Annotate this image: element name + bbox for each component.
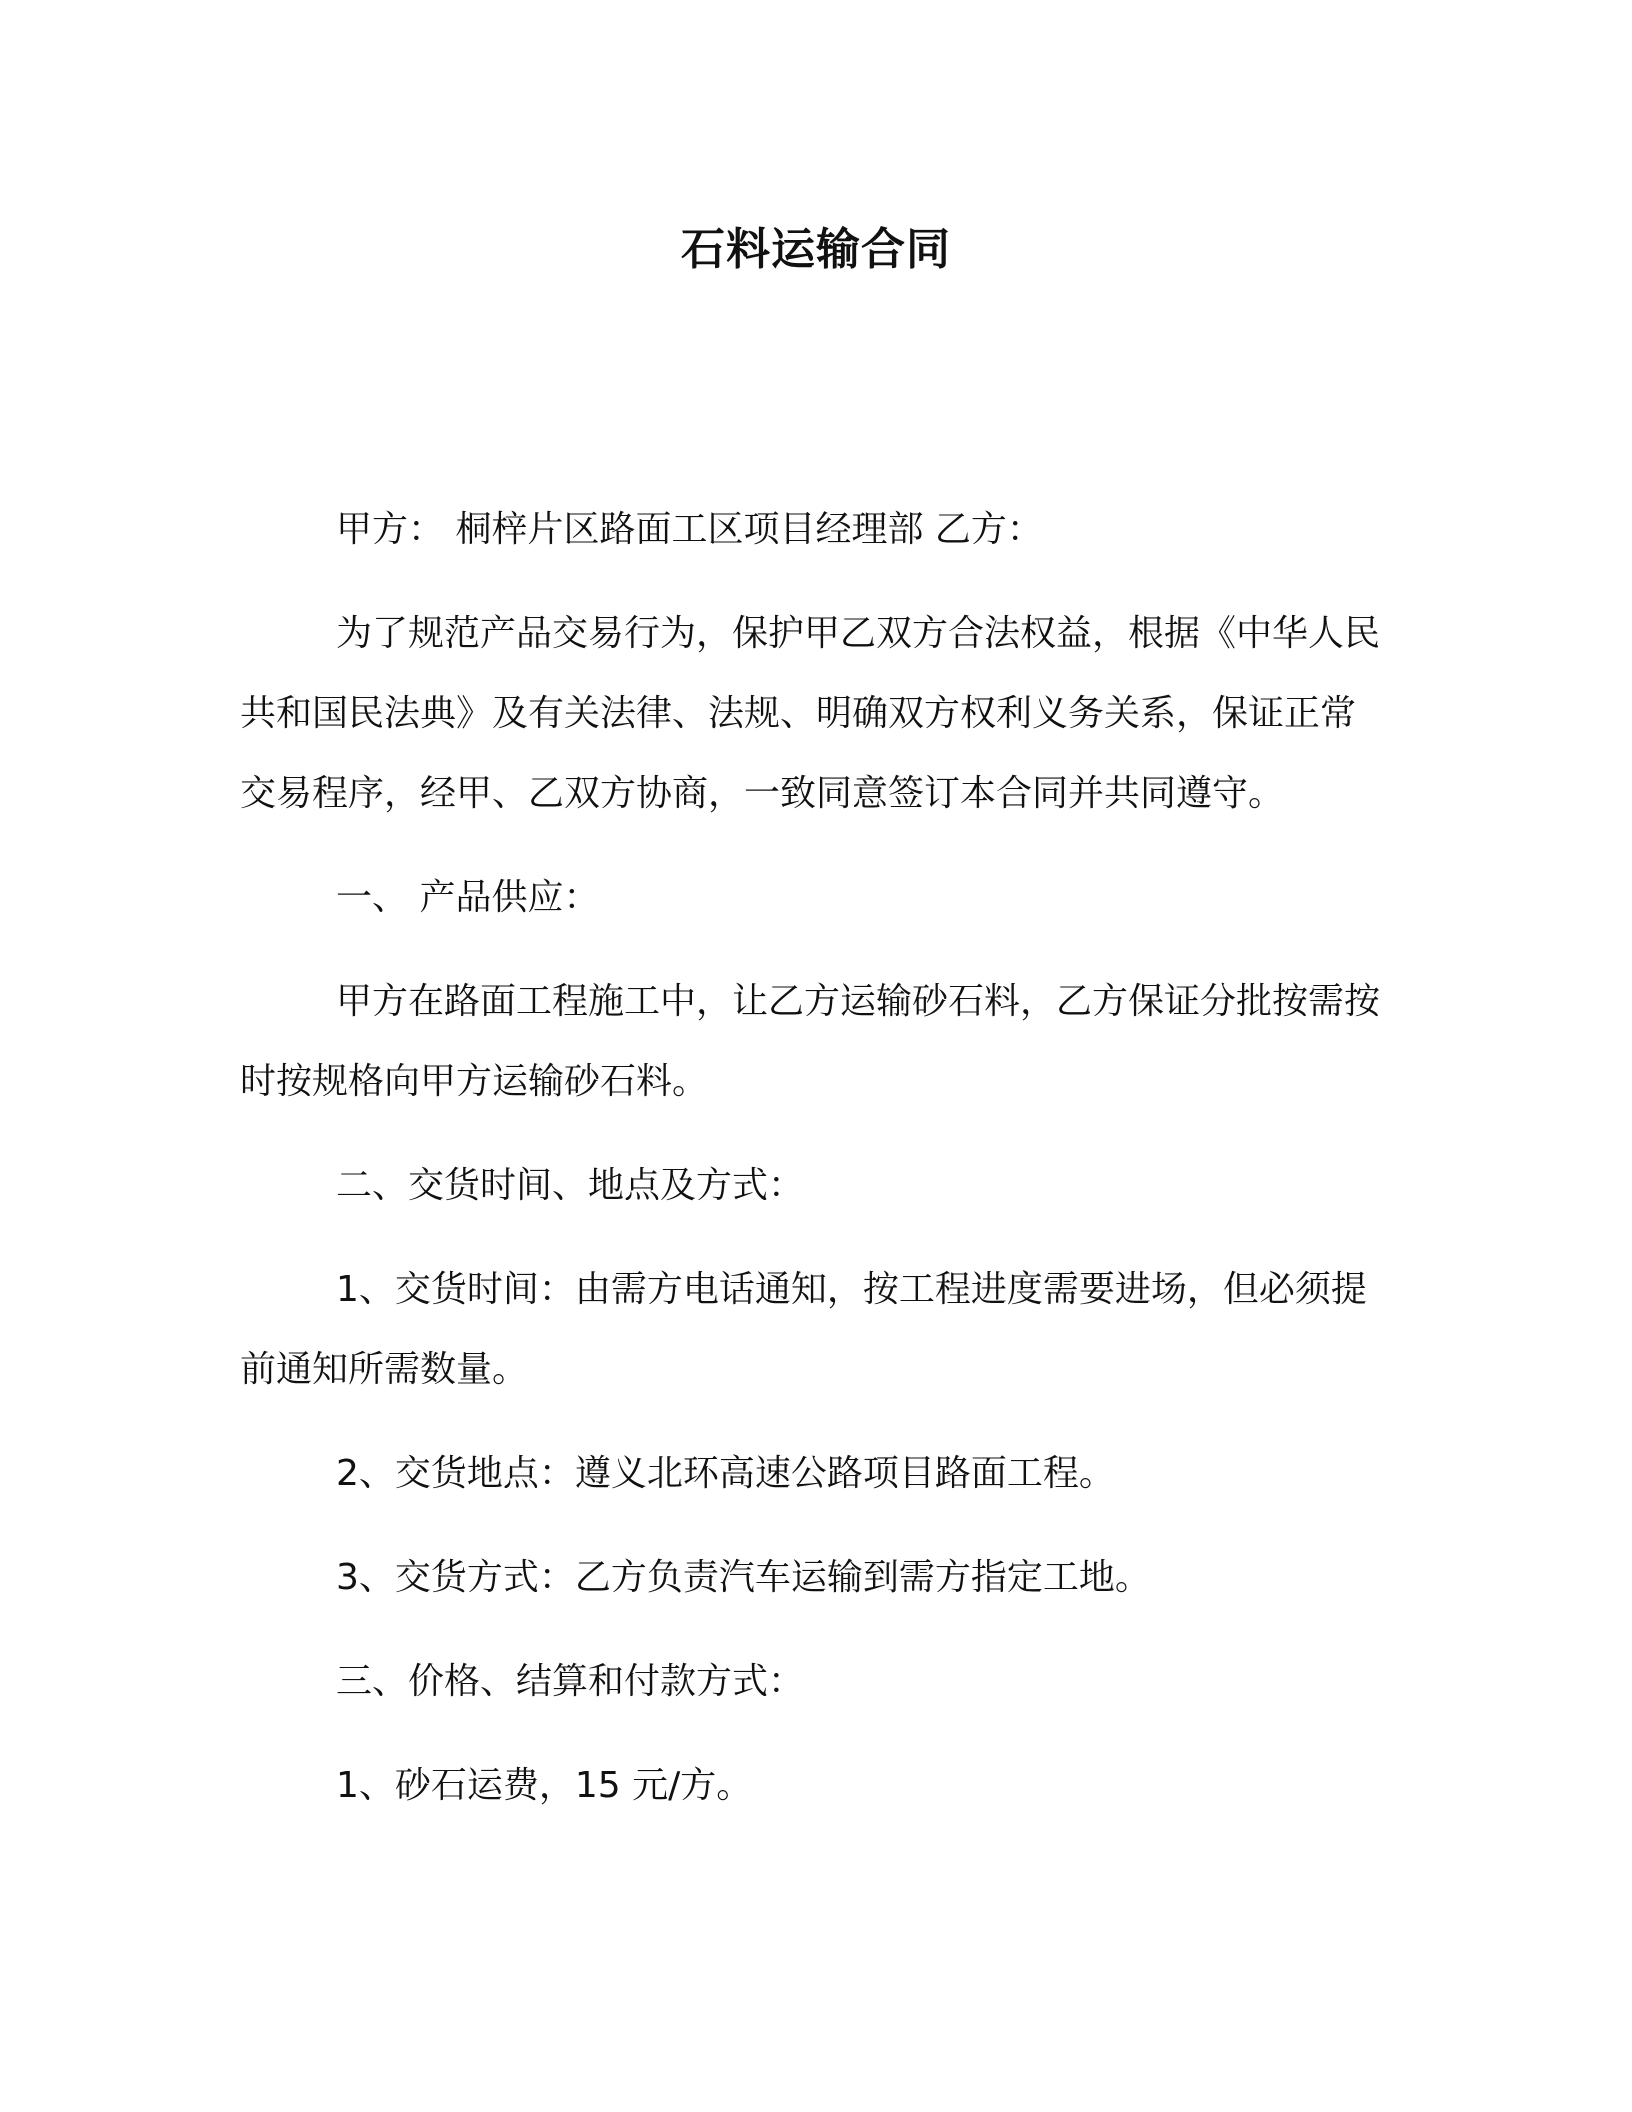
- section-heading-product-supply: 一、 产品供应：: [336, 877, 600, 918]
- delivery-time-paragraph: 1、交货时间：由需方电话通知，按工程进度需要进场，但必须提前通知所需数量。: [240, 1269, 1367, 1390]
- preamble-paragraph: 为了规范产品交易行为，保护甲乙双方合法权益，根据《中华人民共和国民法典》及有关法律、法规、明确双方权利义务关系，保证正常交易程序，经甲、乙双方协商，一致同意签订本合同并共同遵守。: [240, 613, 1381, 814]
- freight-price-paragraph: 1、砂石运费，15 元/方。: [336, 1765, 753, 1806]
- delivery-location-paragraph: 2、交货地点：遵义北环高速公路项目路面工程。: [336, 1453, 1115, 1494]
- delivery-method-paragraph: 3、交货方式：乙方负责汽车运输到需方指定工地。: [336, 1557, 1151, 1598]
- product-supply-paragraph: 甲方在路面工程施工中，让乙方运输砂石料，乙方保证分批按需按时按规格向甲方运输砂石料。: [240, 981, 1381, 1102]
- parties-line: 甲方： 桐梓片区路面工区项目经理部 乙方：: [336, 509, 1043, 550]
- document-body: [240, 490, 1380, 1850]
- section-heading-delivery: 二、交货时间、地点及方式：: [336, 1165, 805, 1206]
- document-title: 石料运输合同: [681, 224, 951, 275]
- section-heading-pricing: 三、价格、结算和付款方式：: [336, 1661, 805, 1702]
